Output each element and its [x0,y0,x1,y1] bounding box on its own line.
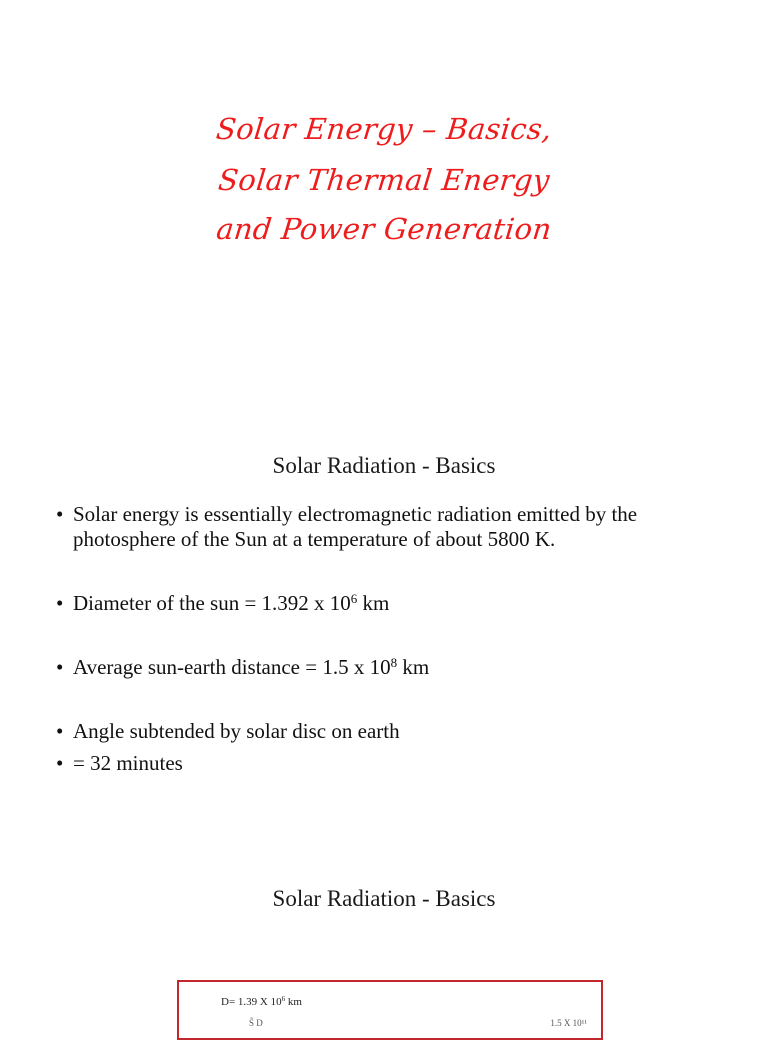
bullet-item [56,751,736,776]
bullet-text: = 32 minutes [73,751,183,775]
exponent: 8 [390,655,398,670]
bullet-unit: km [397,655,430,679]
title-line-3: and Power Generation [214,212,554,246]
title-line-1: Solar Energy – Basics, [214,112,554,146]
bullet-icon: • [56,751,64,775]
bullet-icon: • [56,719,64,743]
bullet-item [56,591,736,616]
bullet-icon: • [56,591,64,615]
bullet-item [56,502,736,552]
diagram-label-text: D= 1.39 X 10 [221,996,282,1008]
section-heading: Solar Radiation - Basics [272,886,496,911]
bullet-text: Average sun-earth distance = 1.5 x 10 [73,655,391,679]
diagram-diameter-label [221,996,302,1008]
bullet-unit: km [357,591,390,615]
bullet-item [56,719,736,744]
bullet-icon: • [56,655,64,679]
bullet-text: Solar energy is essentially electromagnetic radiation emitted by the photosphere of the Sun at a temperature of about 5800 K. [73,502,638,551]
diagram-sun-mark: S̃ D [249,1018,263,1028]
diagram-distance-mark: 1.5 X 10¹¹ [550,1018,587,1028]
bullet-list [56,502,736,776]
bullet-icon: • [56,502,64,526]
bullet-item [56,655,736,680]
sun-earth-diagram [177,980,603,1040]
exponent: 6 [350,591,358,606]
diagram-label-unit: km [285,996,302,1008]
section-heading: Solar Radiation - Basics [272,453,496,478]
bullet-text: Angle subtended by solar disc on earth [73,719,400,743]
exponent: 6 [281,995,286,1003]
title-line-2: Solar Thermal Energy [216,163,552,197]
bullet-text: Diameter of the sun = 1.392 x 10 [73,591,351,615]
